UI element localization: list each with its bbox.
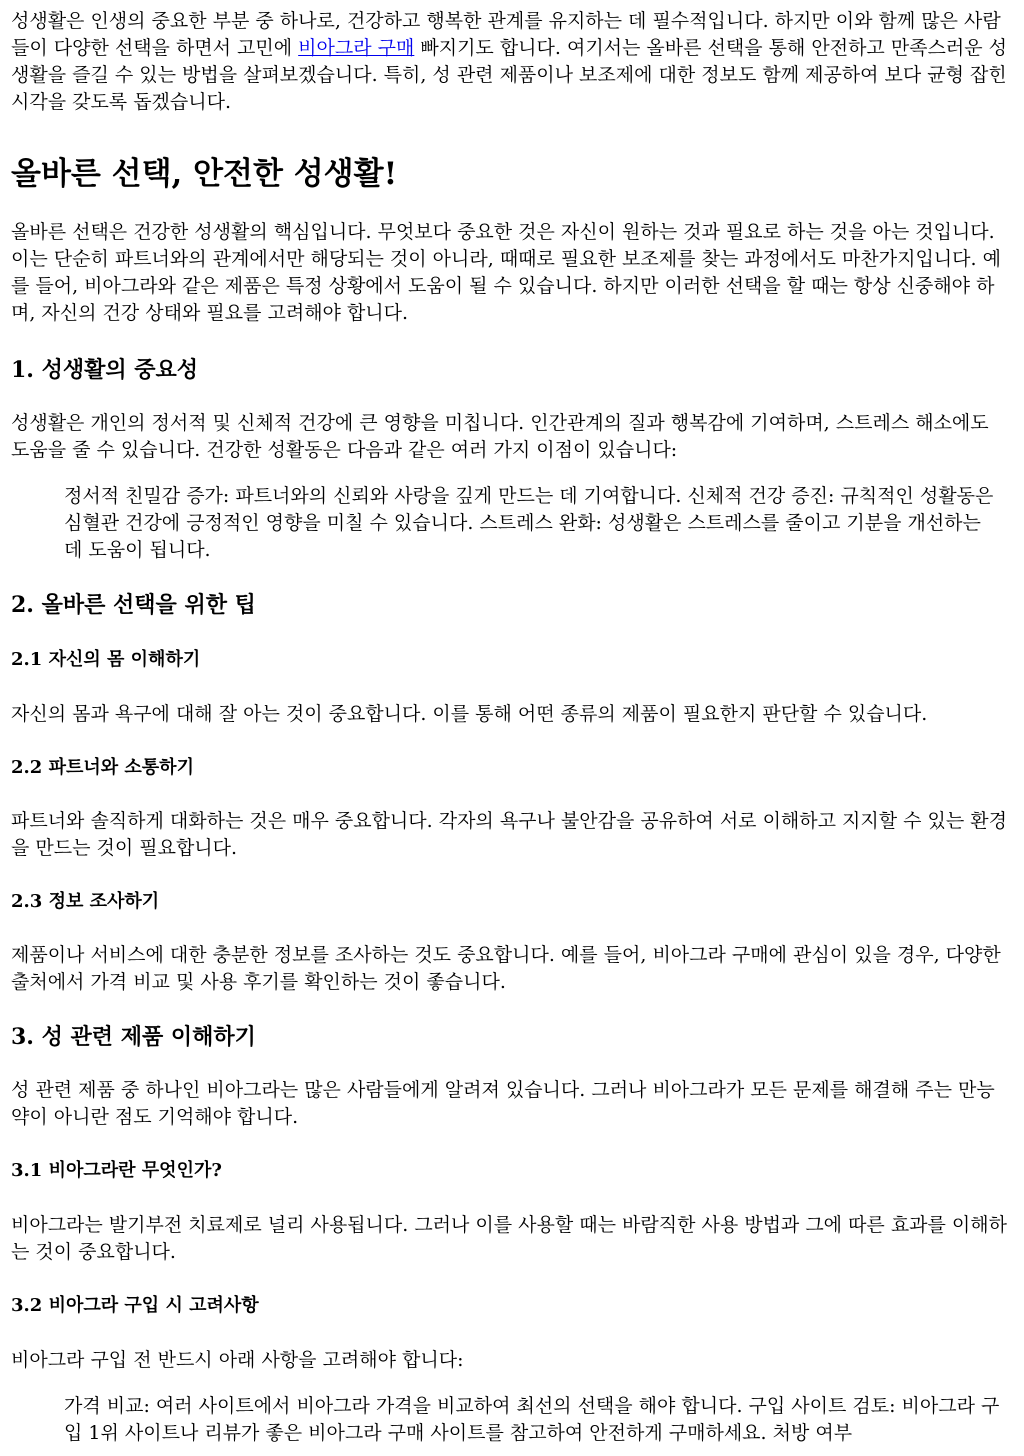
section-1-heading: 1. 성생활의 중요성	[11, 357, 199, 383]
article	[0, 8, 1024, 1447]
section-1-paragraph: 성생활은 개인의 정서적 및 신체적 건강에 큰 영향을 미칩니다. 인간관계의 질과 행복감에 기여하며, 스트레스 해소에도 도움을 줄 수 있습니다. 건강한 성활동은 다음과 같은 여러 가지 이점이 있습니다:	[11, 412, 989, 461]
section-3-2-blockquote: 가격 비교: 여러 사이트에서 비아그라 가격을 비교하여 최선의 선택을 해야 합니다. 구입 사이트 검토: 비아그라 구입 1위 사이트나 리뷰가 좋은 비아그라 구매 사이트를 참고하여 안전하게 구매하세요. 처방 여부	[64, 1395, 1000, 1444]
intro-paragraph	[11, 8, 1012, 116]
section-3-1-heading: 3.1 비아그라란 무엇인가?	[11, 1160, 222, 1181]
section-1-blockquote: 정서적 친밀감 증가: 파트너와의 신뢰와 사랑을 깊게 만드는 데 기여합니다. 신체적 건강 증진: 규칙적인 성활동은 심혈관 건강에 긍정적인 영향을 미칠 수 있습니다. 스트레스 완화: 성생활은 스트레스를 줄이고 기분을 개선하는 데 도움이 됩니다.	[64, 485, 994, 561]
section-2-1-paragraph: 자신의 몸과 욕구에 대해 잘 아는 것이 중요합니다. 이를 통해 어떤 종류의 제품이 필요한지 판단할 수 있습니다.	[11, 703, 928, 725]
main-paragraph: 올바른 선택은 건강한 성생활의 핵심입니다. 무엇보다 중요한 것은 자신이 원하는 것과 필요로 하는 것을 아는 것입니다. 이는 단순히 파트너와의 관계에서만 해당되는 것이 아니라, 때때로 필요한 보조제를 찾는 과정에서도 마찬가지입니다. 예를 들어, 비아그라와 같은 제품은 특정 상황에서 도움이 될 수 있습니다. 하지만 이러한 선택을 할 때는 항상 신중해야 하며, 자신의 건강 상태와 필요를 고려해야 합니다.	[11, 221, 1001, 324]
section-2-1-heading: 2.1 자신의 몸 이해하기	[11, 649, 201, 670]
section-2-heading: 2. 올바른 선택을 위한 팁	[11, 592, 256, 618]
intro-text-after: 빠지기도 합니다. 여기서는 올바른 선택을 통해 안전하고 만족스러운 성생활을 즐길 수 있는 방법을 살펴보겠습니다. 특히, 성 관련 제품이나 보조제에 대한 정보도 함께 제공하여 보다 균형 잡힌 시각을 갖도록 돕겠습니다.	[11, 37, 1007, 113]
intro-text-before: 성생활은 인생의 중요한 부분 중 하나로, 건강하고 행복한 관계를 유지하는 데 필수적입니다. 하지만 이와 함께 많은 사람들이 다양한 선택을 하면서 고민에	[11, 10, 1001, 59]
section-3-2-paragraph: 비아그라 구입 전 반드시 아래 사항을 고려해야 합니다:	[11, 1349, 464, 1371]
section-2-3-heading: 2.3 정보 조사하기	[11, 891, 160, 912]
section-3-2-heading: 3.2 비아그라 구입 시 고려사항	[11, 1295, 259, 1316]
main-heading: 올바른 선택, 안전한 성생활!	[11, 156, 398, 192]
section-3-heading: 3. 성 관련 제품 이해하기	[11, 1024, 256, 1050]
section-2-3-paragraph: 제품이나 서비스에 대한 충분한 정보를 조사하는 것도 중요합니다. 예를 들어, 비아그라 구매에 관심이 있을 경우, 다양한 출처에서 가격 비교 및 사용 후기를 확인하는 것이 좋습니다.	[11, 944, 1001, 993]
section-3-paragraph: 성 관련 제품 중 하나인 비아그라는 많은 사람들에게 알려져 있습니다. 그러나 비아그라가 모든 문제를 해결해 주는 만능약이 아니란 점도 기억해야 합니다.	[11, 1079, 995, 1128]
section-2-2-heading: 2.2 파트너와 소통하기	[11, 757, 194, 778]
section-2-2-paragraph: 파트너와 솔직하게 대화하는 것은 매우 중요합니다. 각자의 욕구나 불안감을 공유하여 서로 이해하고 지지할 수 있는 환경을 만드는 것이 필요합니다.	[11, 810, 1007, 859]
section-3-1-paragraph: 비아그라는 발기부전 치료제로 널리 사용됩니다. 그러나 이를 사용할 때는 바람직한 사용 방법과 그에 따른 효과를 이해하는 것이 중요합니다.	[11, 1214, 1007, 1263]
viagra-purchase-link[interactable]: 비아그라 구매	[298, 37, 415, 59]
